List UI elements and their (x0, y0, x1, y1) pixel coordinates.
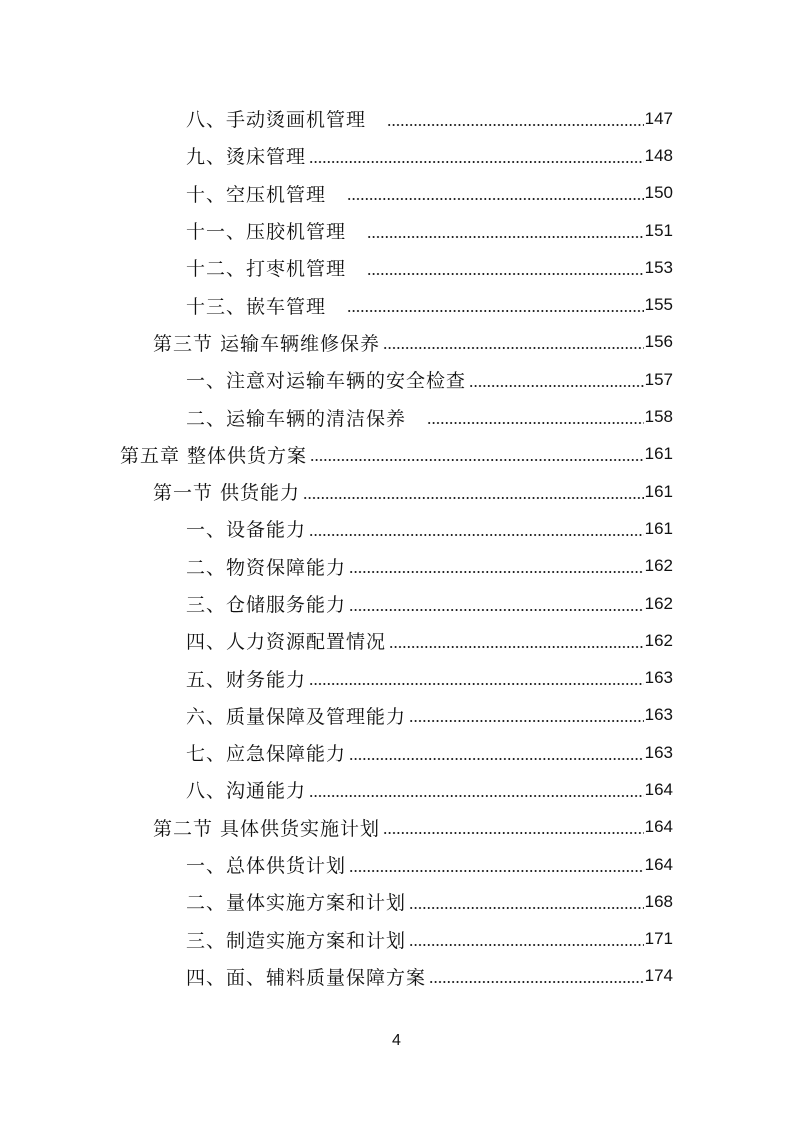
toc-leader-dots (409, 907, 644, 909)
toc-leader-dots (347, 198, 644, 200)
toc-entry-page: 162 (644, 593, 673, 613)
toc-entry[interactable] (0, 548, 673, 585)
toc-leader-dots (383, 347, 644, 349)
toc-entry-title: 一、注意对运输车辆的安全检查 (186, 366, 468, 393)
toc-entry[interactable] (0, 436, 673, 473)
toc-entry-title: 三、制造实施方案和计划 (186, 926, 408, 953)
toc-entry-title: 一、总体供货计划 (186, 851, 348, 878)
toc-leader-dots (469, 385, 644, 387)
toc-leader-dots (349, 571, 644, 573)
toc-entry-page: 163 (644, 742, 673, 762)
toc-entry-page: 151 (644, 220, 673, 240)
toc-entry[interactable] (0, 398, 673, 435)
toc-entry-title: 二、物资保障能力 (186, 553, 348, 580)
toc-entry[interactable] (0, 212, 673, 249)
toc-entry-page: 162 (644, 630, 673, 650)
toc-entry-page: 157 (644, 369, 673, 389)
toc-entry-title: 一、设备能力 (186, 515, 308, 542)
toc-leader-dots (409, 720, 644, 722)
toc-entry-page: 155 (644, 295, 673, 315)
table-of-contents (0, 100, 793, 995)
toc-entry[interactable] (0, 771, 673, 808)
toc-leader-dots (309, 795, 644, 797)
toc-entry[interactable] (0, 846, 673, 883)
toc-leader-dots (389, 646, 644, 648)
toc-leader-dots (367, 273, 644, 275)
toc-leader-dots (427, 422, 644, 424)
toc-entry-title: 第五章 整体供货方案 (120, 441, 309, 468)
toc-entry[interactable] (0, 585, 673, 622)
toc-leader-dots (310, 459, 644, 461)
toc-entry-title: 七、应急保障能力 (186, 739, 348, 766)
toc-leader-dots (309, 161, 644, 163)
toc-entry[interactable] (0, 249, 673, 286)
toc-entry-page: 164 (644, 779, 673, 799)
toc-entry-title: 十、空压机管理 (186, 180, 328, 207)
toc-leader-dots (303, 497, 644, 499)
toc-leader-dots (309, 534, 644, 536)
toc-entry-title: 二、量体实施方案和计划 (186, 888, 408, 915)
toc-entry[interactable] (0, 324, 673, 361)
toc-entry-title: 九、烫床管理 (186, 142, 308, 169)
toc-entry-title: 五、财务能力 (186, 665, 308, 692)
toc-entry[interactable] (0, 175, 673, 212)
toc-entry-title: 八、手动烫画机管理 (186, 105, 368, 132)
toc-entry-title: 第三节 运输车辆维修保养 (153, 329, 382, 356)
toc-leader-dots (383, 832, 644, 834)
toc-entry[interactable] (0, 473, 673, 510)
toc-entry-title: 二、运输车辆的清洁保养 (186, 404, 408, 431)
toc-entry-title: 四、面、辅料质量保障方案 (186, 963, 428, 990)
toc-entry-page: 153 (644, 257, 673, 277)
toc-entry-page: 150 (644, 183, 673, 203)
toc-entry-title: 四、人力资源配置情况 (186, 627, 388, 654)
toc-entry-page: 148 (644, 145, 673, 165)
toc-entry-title: 第二节 具体供货实施计划 (153, 814, 382, 841)
toc-entry-page: 161 (644, 444, 673, 464)
toc-entry-title: 十二、打枣机管理 (186, 254, 348, 281)
toc-entry[interactable] (0, 100, 673, 137)
toc-entry-page: 164 (644, 817, 673, 837)
toc-leader-dots (349, 609, 644, 611)
toc-entry-page: 174 (644, 966, 673, 986)
toc-entry[interactable] (0, 361, 673, 398)
toc-entry-page: 158 (644, 407, 673, 427)
toc-entry[interactable] (0, 286, 673, 323)
toc-entry[interactable] (0, 734, 673, 771)
toc-entry-title: 八、沟通能力 (186, 776, 308, 803)
toc-entry-page: 161 (644, 518, 673, 538)
toc-leader-dots (387, 124, 644, 126)
toc-entry[interactable] (0, 883, 673, 920)
toc-entry-page: 162 (644, 556, 673, 576)
toc-entry[interactable] (0, 659, 673, 696)
toc-leader-dots (347, 310, 644, 312)
page-number: 4 (392, 1032, 401, 1049)
toc-entry-page: 168 (644, 891, 673, 911)
toc-entry-page: 161 (644, 481, 673, 501)
toc-entry-page: 163 (644, 668, 673, 688)
toc-entry-page: 164 (644, 854, 673, 874)
toc-leader-dots (409, 944, 644, 946)
toc-entry[interactable] (0, 958, 673, 995)
toc-entry[interactable] (0, 697, 673, 734)
toc-entry-title: 第一节 供货能力 (153, 478, 302, 505)
toc-entry-page: 163 (644, 705, 673, 725)
toc-leader-dots (309, 683, 644, 685)
toc-entry[interactable] (0, 622, 673, 659)
toc-entry-title: 十一、压胶机管理 (186, 217, 348, 244)
toc-entry-title: 三、仓储服务能力 (186, 590, 348, 617)
toc-entry-page: 171 (644, 929, 673, 949)
toc-leader-dots (349, 870, 644, 872)
toc-leader-dots (367, 236, 644, 238)
toc-entry[interactable] (0, 510, 673, 547)
toc-entry[interactable] (0, 809, 673, 846)
toc-leader-dots (349, 758, 644, 760)
toc-entry-title: 十三、嵌车管理 (186, 292, 328, 319)
toc-entry-title: 六、质量保障及管理能力 (186, 702, 408, 729)
toc-entry-page: 147 (644, 108, 673, 128)
toc-entry[interactable] (0, 137, 673, 174)
toc-entry-page: 156 (644, 332, 673, 352)
toc-entry[interactable] (0, 921, 673, 958)
toc-leader-dots (429, 981, 644, 983)
